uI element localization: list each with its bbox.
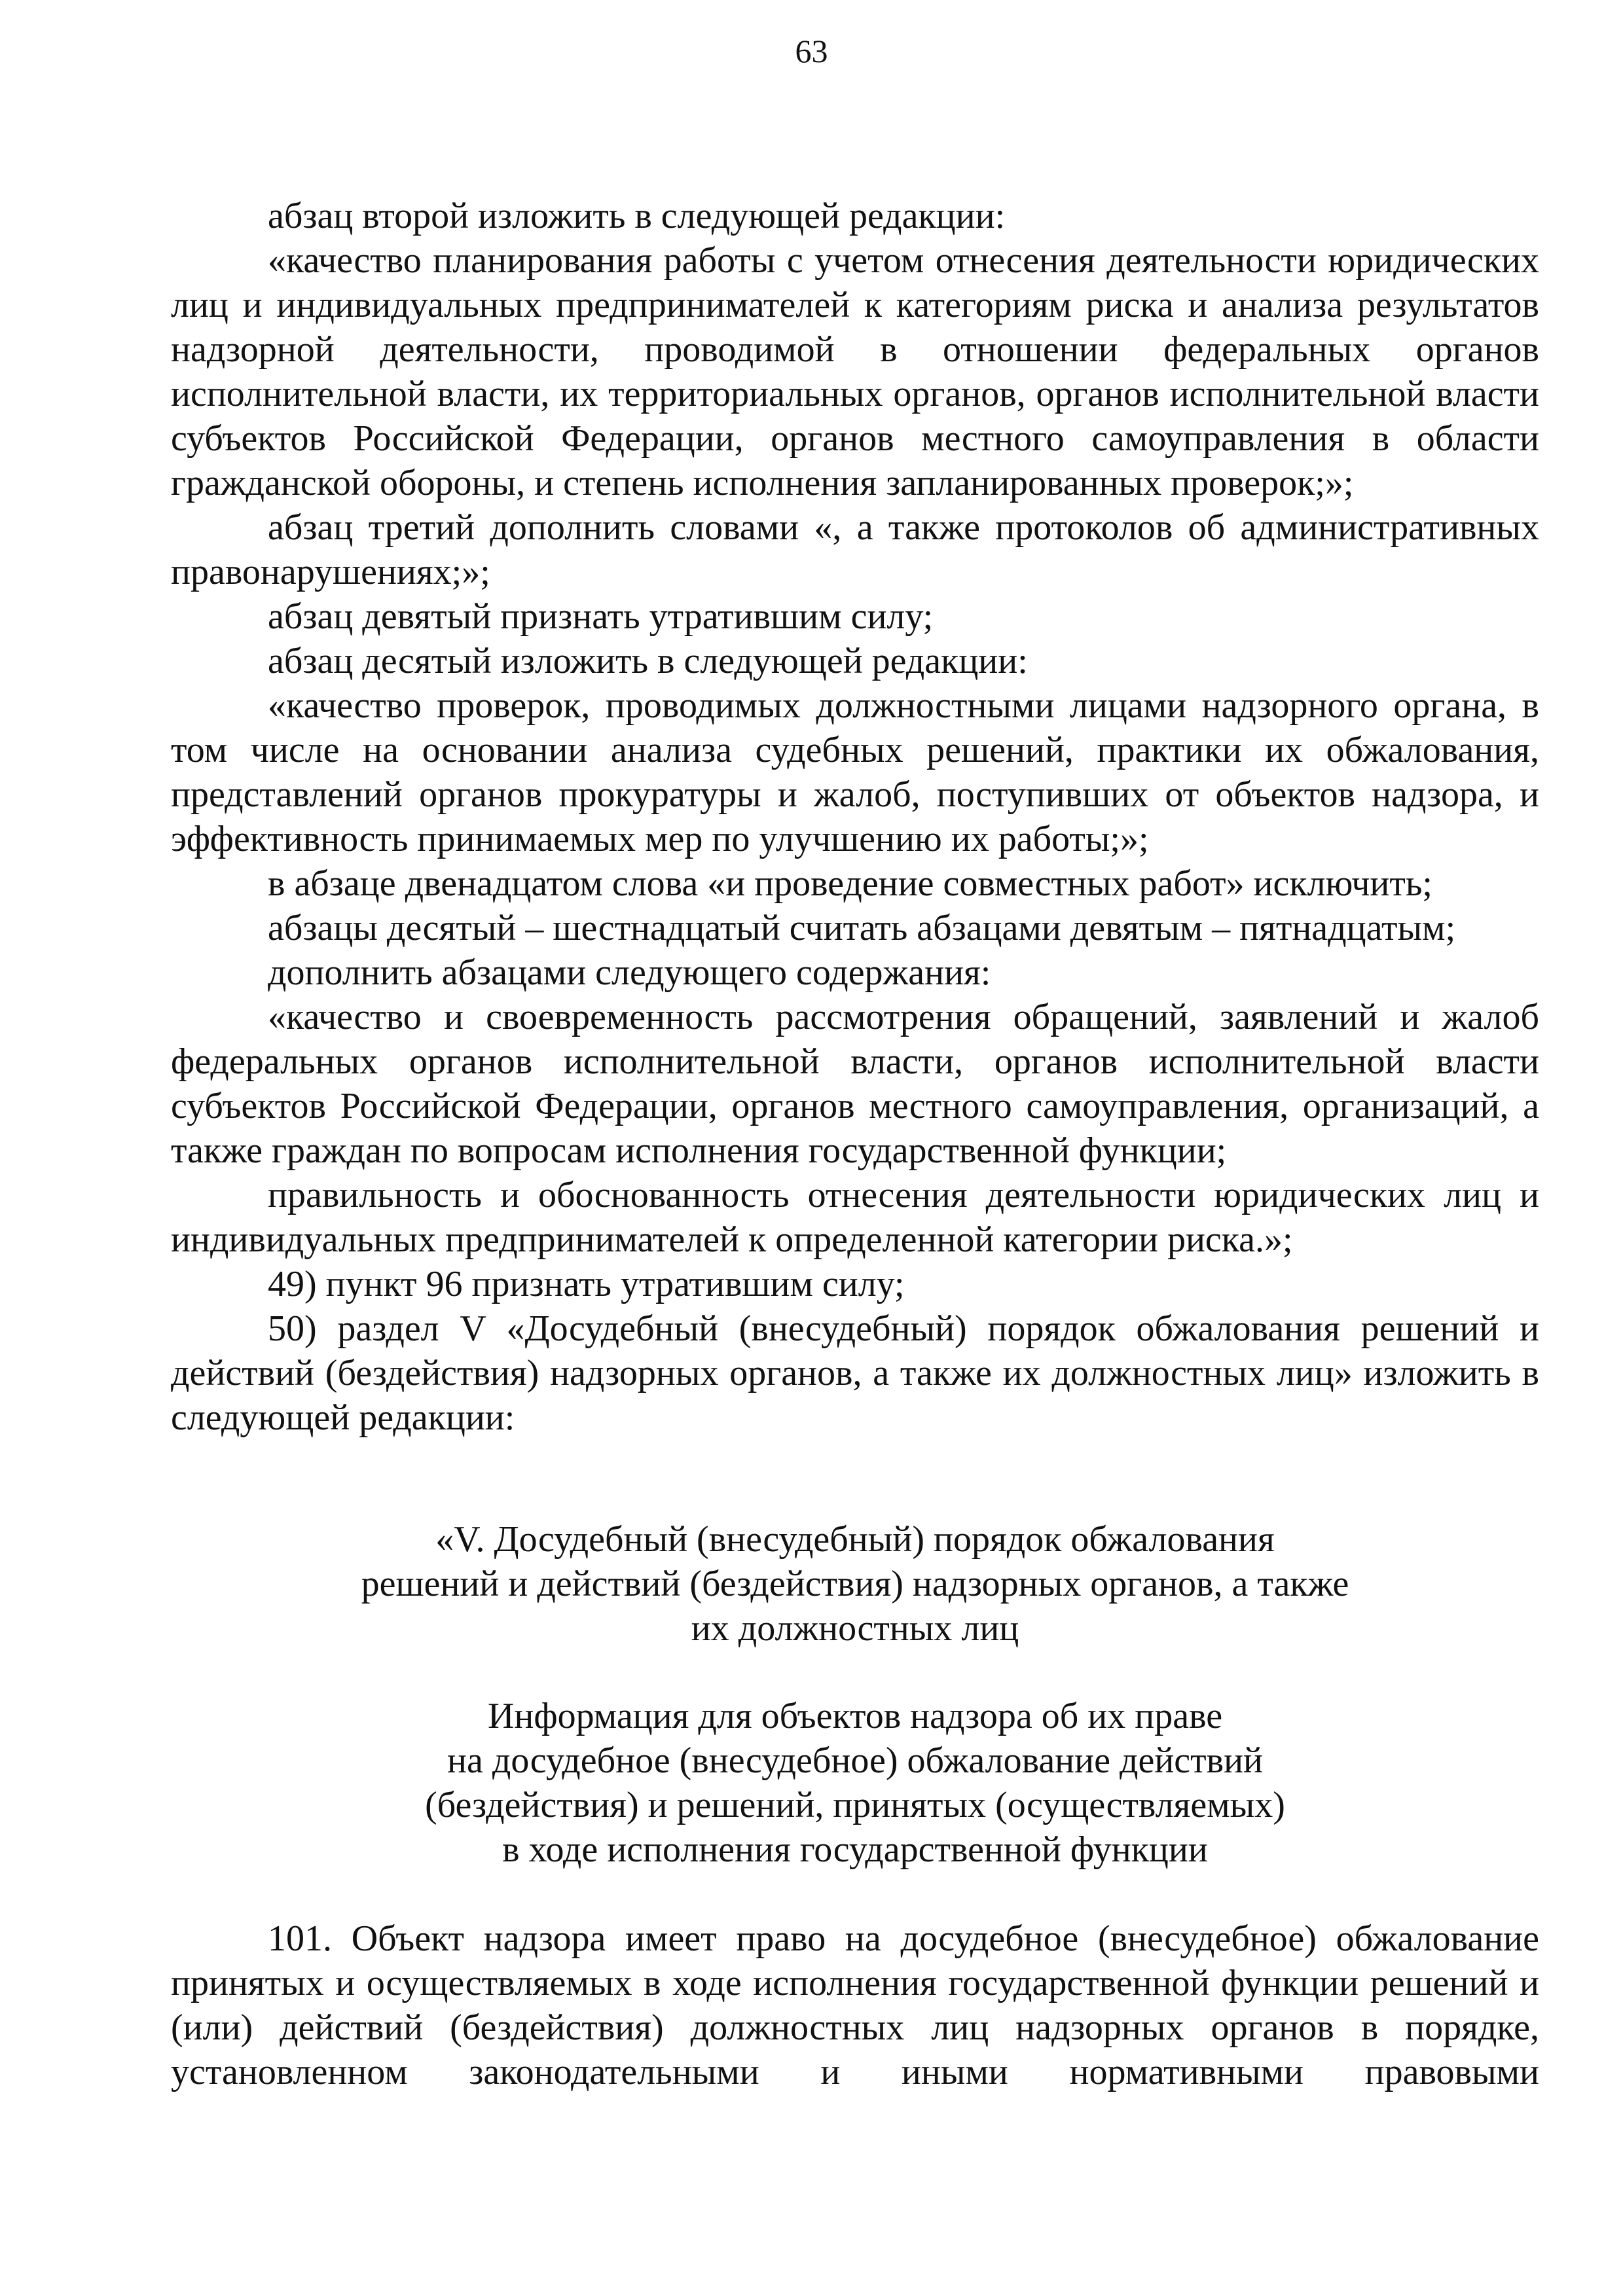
subheading <box>171 1694 1539 1872</box>
subheading-line: в ходе исполнения государственной функции <box>502 1829 1208 1870</box>
subheading-line: на досудебное (внесудебное) обжалование действий <box>447 1740 1263 1781</box>
amendment-paragraph: 50) раздел V «Досудебный (внесудебный) порядок обжалования решений и действий (бездействия) надзорных органов, а также их должностных лиц» изложить в следующей редакции: <box>171 1308 1539 1438</box>
amendment-paragraph: «качество планирования работы с учетом отнесения деятельности юридических лиц и индивидуальных предпринимателей к категориям риска и анализа результатов надзорной деятельности, проводимой в отношении федеральных органов исполнительной власти, их территориальных органов, органов исполнительной власти субъектов Российской Федерации, органов местного самоуправления в области гражданской обороны, и степень исполнения запланированных проверок;»; <box>171 240 1539 503</box>
amendment-paragraph: «качество и своевременность рассмотрения обращений, заявлений и жалоб федеральных органов исполнительной власти, органов исполнительной власти субъектов Российской Федерации, органов местного самоуправления, организаций, а также граждан по вопросам исполнения государственной функции; <box>171 997 1539 1171</box>
amendment-paragraph: абзац второй изложить в следующей редакции: <box>268 196 1006 236</box>
section-heading-line: решений и действий (бездействия) надзорных органов, а также <box>361 1564 1349 1604</box>
amendment-paragraph: абзацы десятый – шестнадцатый считать абзацами девятым – пятнадцатым; <box>268 908 1456 948</box>
amendment-paragraph: правильность и обоснованность отнесения деятельности юридических лиц и индивидуальных предпринимателей к определенной категории риска.»; <box>171 1175 1539 1260</box>
amendment-paragraph: абзац девятый признать утратившим силу; <box>268 596 934 637</box>
amendment-paragraph: «качество проверок, проводимых должностными лицами надзорного органа, в том числе на основании анализа судебных решений, практики их обжалования, представлений органов прокуратуры и жалоб, поступивших от объектов надзора, и эффективность принимаемых мер по улучшению их работы;»; <box>171 685 1539 859</box>
amendment-paragraph: 49) пункт 96 признать утратившим силу; <box>268 1264 905 1304</box>
amendment-paragraph: в абзаце двенадцатом слова «и проведение совместных работ» исключить; <box>268 863 1432 904</box>
page-number: 63 <box>795 33 828 69</box>
section-heading-line: «V. Досудебный (внесудебный) порядок обжалования <box>435 1519 1275 1560</box>
amendment-paragraph: абзац третий дополнить словами «, а также протоколов об административных правонарушениях;»; <box>171 507 1539 592</box>
amendment-paragraph: дополнить абзацами следующего содержания: <box>268 952 991 993</box>
clause-101-paragraph: 101. Объект надзора имеет право на досудебное (внесудебное) обжалование принятых и осуществляемых в ходе исполнения государственной функции решений и (или) действий (бездействия) должностных лиц надзорных органов в порядке, установленном законодательными и иными нормативными правовыми <box>171 1918 1539 2092</box>
section-heading <box>171 1517 1539 1651</box>
section-heading-line: их должностных лиц <box>691 1608 1019 1649</box>
subheading-line: Информация для объектов надзора об их праве <box>487 1696 1223 1736</box>
subheading-line: (бездействия) и решений, принятых (осуществляемых) <box>425 1785 1285 1825</box>
amendments-block <box>171 194 1539 1440</box>
clause-block <box>171 1916 1539 2094</box>
amendment-paragraph: абзац десятый изложить в следующей редакции: <box>268 641 1028 681</box>
